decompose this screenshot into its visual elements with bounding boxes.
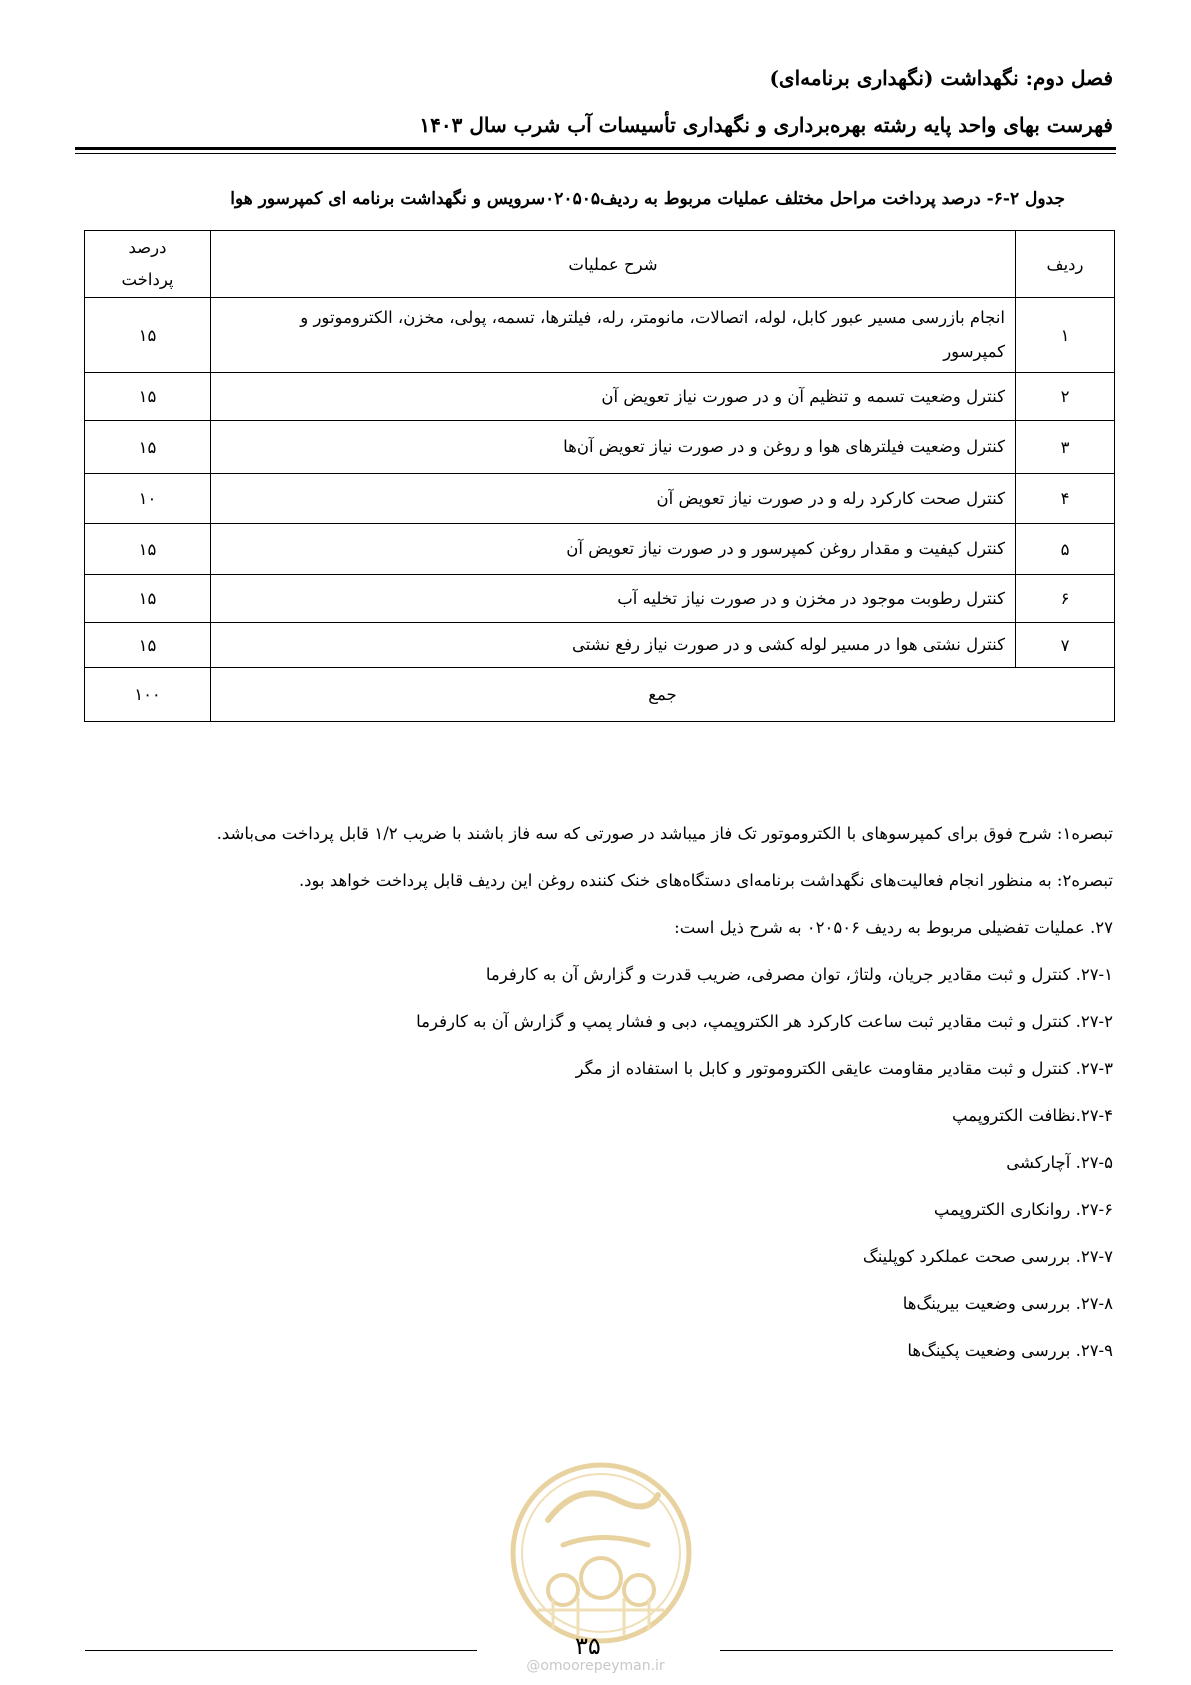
header-percent-line1: درصد: [128, 238, 167, 257]
row-description: کنترل نشتی هوا در مسیر لوله کشی و در صورت نیاز رفع نشتی: [211, 623, 1016, 668]
row-number: ۳: [1016, 421, 1115, 474]
total-value: ۱۰۰: [85, 668, 211, 722]
operations-table: [84, 230, 1115, 722]
row-percent: ۱۵: [85, 575, 211, 623]
watermark-seal-icon: [508, 1460, 694, 1646]
total-label: جمع: [211, 668, 1115, 722]
table-caption: جدول ۲-۶- درصد پرداخت مراحل مختلف عملیات مربوط به ردیف۰۲۰۵۰۵سرویس و نگهداشت برنامه ای کمپرسور هوا: [230, 189, 1065, 209]
note-line: ۲۷-۹. بررسی وضعیت پکینگ‌ها: [907, 1341, 1113, 1360]
row-percent: ۱۵: [85, 623, 211, 668]
row-percent: ۱۵: [85, 298, 211, 373]
header-rule-thick: [75, 147, 1116, 150]
note-line: ۲۷-۷. بررسی صحت عملکرد کوپلینگ: [862, 1247, 1113, 1266]
row-description-line1: انجام بازرسی مسیر عبور کابل، لوله، اتصالات، مانومتر، رله، فیلترها، تسمه، پولی، مخزن، الکتروموتور و: [300, 308, 1005, 327]
table-row: [85, 524, 1115, 575]
header-percent: [85, 231, 211, 298]
page-number: ۳۵: [575, 1632, 601, 1660]
note-line: ۲۷-۴.نظافت الکتروپمپ: [951, 1106, 1113, 1125]
table-row: [85, 474, 1115, 524]
row-description: کنترل وضعیت فیلترهای هوا و روغن و در صورت نیاز تعویض آن‌ها: [211, 421, 1016, 474]
chapter-title: فصل دوم: نگهداشت (نگهداری برنامه‌ای): [769, 66, 1113, 90]
notes-section: [73, 810, 1113, 1374]
header-rule-thin: [75, 153, 1116, 154]
row-description: کنترل وضعیت تسمه و تنظیم آن و در صورت نیاز تعویض آن: [211, 373, 1016, 421]
table-row: [85, 575, 1115, 623]
table-row: [85, 373, 1115, 421]
row-percent: ۱۰: [85, 474, 211, 524]
row-number: ۵: [1016, 524, 1115, 575]
row-number: ۴: [1016, 474, 1115, 524]
note-line: ۲۷-۸. بررسی وضعیت بیرینگ‌ها: [902, 1294, 1113, 1313]
note-line: تبصره۱: شرح فوق برای کمپرسوهای با الکتروموتور تک فاز میباشد در صورتی که سه فاز باشند با ضریب ۱/۲ قابل پرداخت می‌باشد.: [216, 824, 1113, 843]
table-row: [85, 421, 1115, 474]
row-description: کنترل رطوبت موجود در مخزن و در صورت نیاز تخلیه آب: [211, 575, 1016, 623]
note-line: ۲۷-۱. کنترل و ثبت مقادیر جریان، ولتاژ، توان مصرفی، ضریب قدرت و گزارش آن به کارفرما: [485, 965, 1113, 984]
table-header-row: [85, 231, 1115, 298]
note-line: ۲۷. عملیات تفضیلی مربوط به ردیف ۰۲۰۵۰۶ به شرح ذیل است:: [674, 918, 1113, 937]
document-subtitle: فهرست بهای واحد پایه رشته بهره‌برداری و نگهداری تأسیسات آب شرب سال ۱۴۰۳: [419, 113, 1113, 137]
footer-rule-left: [85, 1650, 477, 1651]
row-number: ۶: [1016, 575, 1115, 623]
footer-rule-right: [720, 1650, 1113, 1651]
row-percent: ۱۵: [85, 524, 211, 575]
row-description: کنترل کیفیت و مقدار روغن کمپرسور و در صورت نیاز تعویض آن: [211, 524, 1016, 575]
header-row-number: ردیف: [1016, 231, 1115, 298]
note-line: ۲۷-۳. کنترل و ثبت مقادیر مقاومت عایقی الکتروموتور و کابل با استفاده از مگر: [575, 1059, 1113, 1078]
header-description: شرح عملیات: [211, 231, 1016, 298]
row-percent: ۱۵: [85, 373, 211, 421]
row-percent: ۱۵: [85, 421, 211, 474]
table-row: [85, 298, 1115, 373]
website-watermark: @omoorepeyman.ir: [526, 1658, 665, 1674]
row-number: ۱: [1016, 298, 1115, 373]
row-number: ۲: [1016, 373, 1115, 421]
row-description: کنترل صحت کارکرد رله و در صورت نیاز تعویض آن: [211, 474, 1016, 524]
row-description-line2: کمپرسور: [943, 342, 1005, 361]
note-line: ۲۷-۲. کنترل و ثبت مقادیر ثبت ساعت کارکرد هر الکتروپمپ، دبی و فشار پمپ و گزارش آن به کارفرما: [416, 1012, 1113, 1031]
header-percent-line2: پرداخت: [121, 270, 174, 289]
row-number: ۷: [1016, 623, 1115, 668]
note-line: ۲۷-۵. آچارکشی: [1006, 1153, 1113, 1172]
table-row: [85, 623, 1115, 668]
note-line: ۲۷-۶. روانکاری الکتروپمپ: [933, 1200, 1113, 1219]
note-line: تبصره۲: به منظور انجام فعالیت‌های نگهداشت برنامه‌ای دستگاه‌های خنک کننده روغن این ردیف قابل پرداخت خواهد بود.: [298, 871, 1113, 890]
row-description: [211, 298, 1016, 373]
table-total-row: [85, 668, 1115, 722]
